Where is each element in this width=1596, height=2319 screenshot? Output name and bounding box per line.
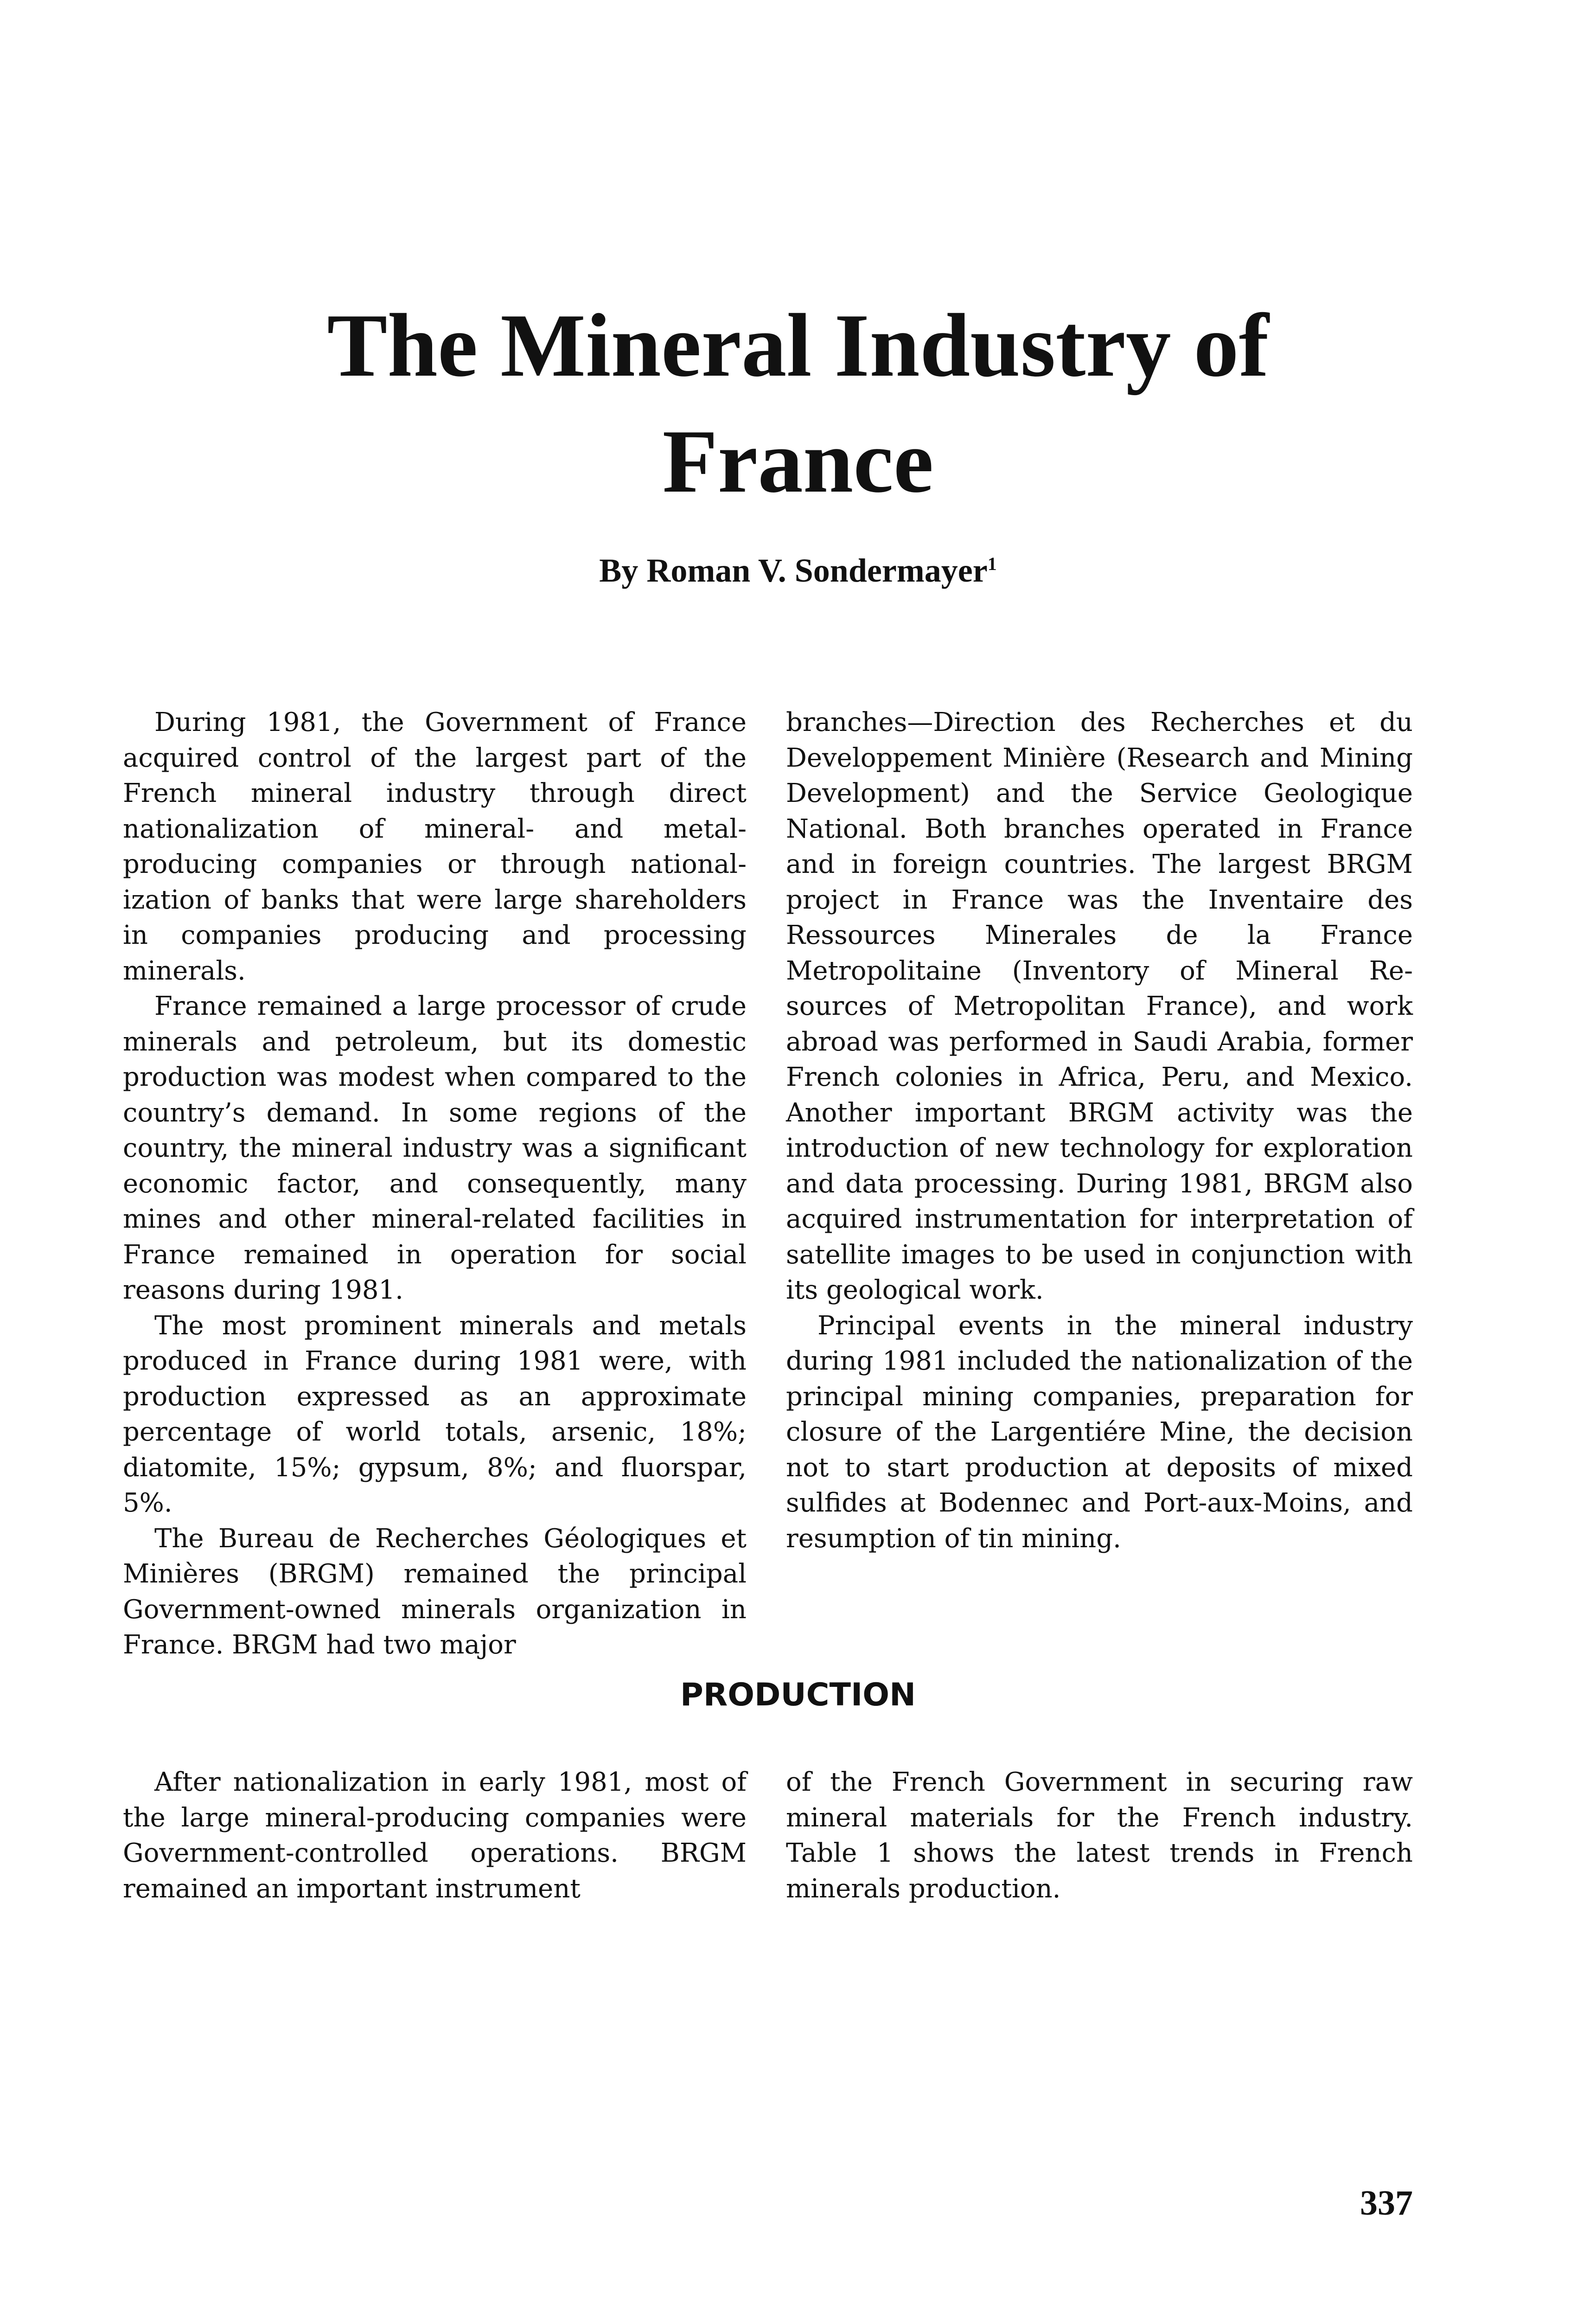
production-paragraph-1: After nationalization in early 1981, most of the large mineral-producing companies were Government-controlled operations. BRGM remained an important instrument	[123, 1767, 747, 1904]
production-paragraph-1-continued: of the French Government in securing raw mineral materials for the French industry. Table 1 shows the latest trends in French minerals production.	[786, 1767, 1413, 1904]
intro-column-right	[786, 705, 1413, 1557]
intro-column-left	[123, 705, 747, 1663]
title-line-1: The Mineral Industry of	[327, 295, 1269, 396]
production-column-left	[123, 1765, 747, 1907]
author-footnote-mark: 1	[987, 553, 997, 574]
title-line-2: France	[662, 411, 934, 512]
intro-paragraph-4-continued: branches—Direction des Recherches et du Developpement Minière (Research and Mining Development) and the Service Geologique National. Both branches operated in France and in foreign countries. The largest BRGM project in France was the Inventaire des Ressources Minerales de la France Metropolitaine (Inventory of Mineral Resources of Metropolitan France), and work abroad was performed in Saudi Arabia, former French colonies in Africa, Peru, and Mexico. Another important BRGM activity was the introduction of new technology for exploration and data processing. During 1981, BRGM also acquired instrumentation for interpretation of satellite images to be used in conjunction with its geological work.	[786, 707, 1413, 1305]
author-name: By Roman V. Sondermayer	[599, 552, 988, 589]
page-number: 337	[1360, 2184, 1413, 2223]
intro-paragraph-5: Principal events in the mineral industry during 1981 included the nationalization of the principal mining companies, preparation for closure of the Largentiére Mine, the decision not to start production at deposits of mixed sulfides at Bodennec and Port-aux-Moins, and resumption of tin mining.	[786, 1310, 1413, 1554]
intro-paragraph-2: France remained a large processor of crude minerals and petroleum, but its domestic production was modest when compared to the country’s demand. In some regions of the country, the mineral industry was a significant economic factor, and consequently, many mines and other mineral-related facilities in France remained in operation for social reasons during 1981.	[123, 991, 747, 1305]
intro-paragraph-4: The Bureau de Recherches Géologiques et Minières (BRGM) remained the principal Government-owned minerals organization in France. BRGM had two major	[123, 1523, 747, 1660]
intro-paragraph-1: During 1981, the Government of France acquired control of the largest part of the French mineral industry through direct nationalization of mineral- and metal-producing companies or through nationalization of banks that were large shareholders in companies producing and processing minerals.	[123, 707, 747, 986]
intro-paragraph-3: The most prominent minerals and metals produced in France during 1981 were, with production expressed as an approximate percentage of world totals, arsenic, 18%; diatomite, 15%; gypsum, 8%; and fluorspar, 5%.	[123, 1310, 747, 1518]
author-byline	[0, 550, 1596, 591]
section-heading-production: PRODUCTION	[680, 1677, 916, 1713]
production-column-right	[786, 1765, 1413, 1907]
article-title	[0, 288, 1596, 519]
